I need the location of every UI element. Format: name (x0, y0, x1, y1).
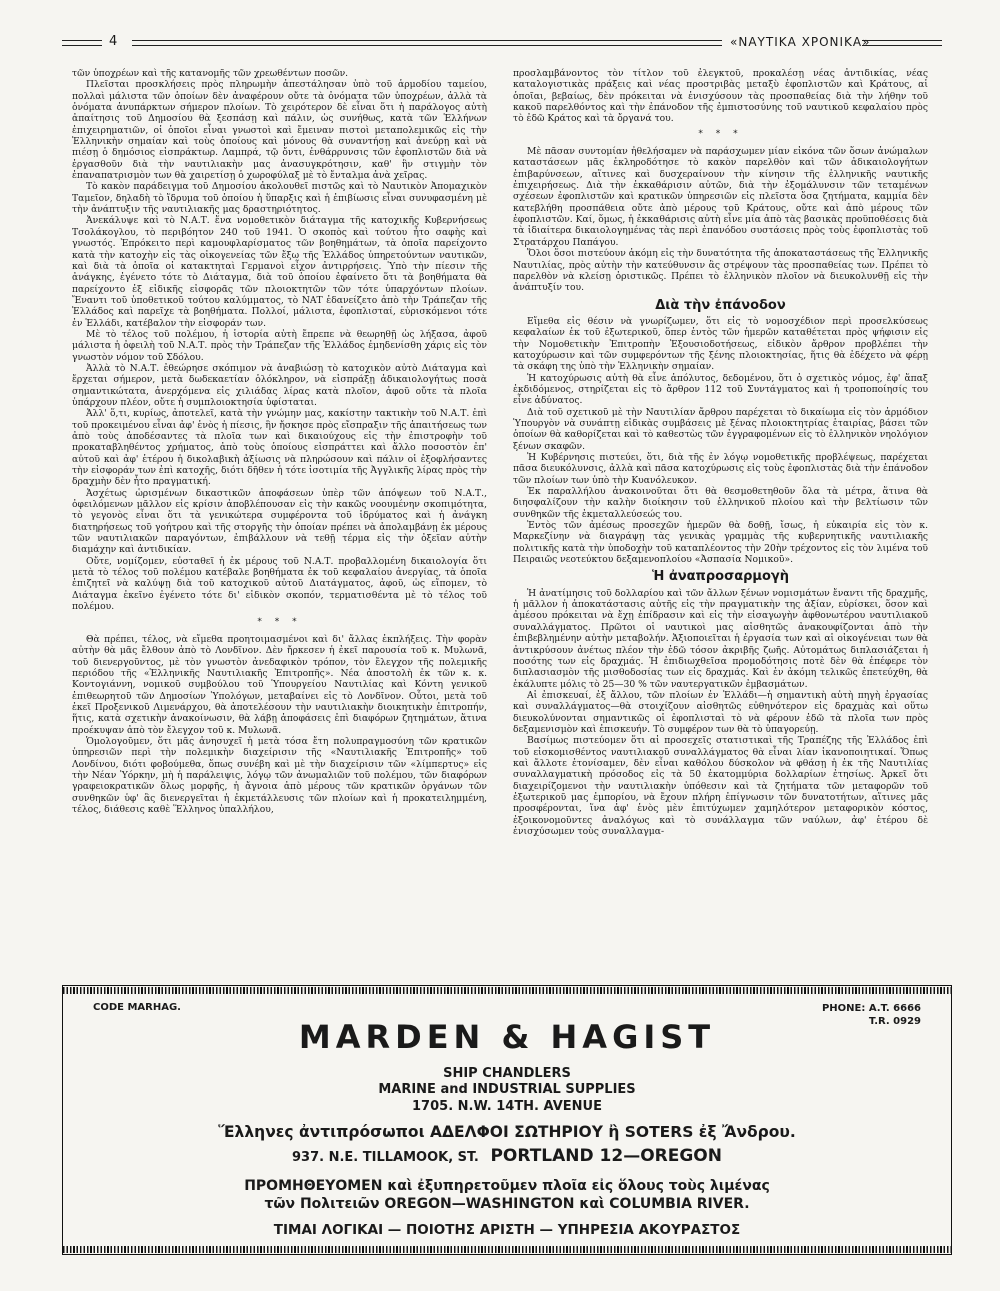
paragraph: Διὰ τοῦ σχετικοῦ μὲ τὴν Ναυτιλίαν ἄρθρου παρέχεται τὸ δικαίωμα εἰς τὸν ἁρμόδιον Ὑπουργὸν νὰ συνάπτῃ εἰδικὰς συμβάσεις μὲ ξένας πλοιοκτητρίας ἑταιρίας, βάσει τῶν ὁποίων θὰ καθορίζεται καὶ τὸ καθεστὼς τῶν ἐγγραφομένων εἰς τὸ ἑλληνικὸν νηολόγιον ξένων σκαφῶν. (513, 406, 928, 452)
right-column (513, 68, 928, 837)
paragraph: Βασίμως πιστεύομεν ὅτι αἱ προσεχεῖς στατιστικαὶ τῆς Τραπέζης τῆς Ἑλλάδος ἐπὶ τοῦ εἰσκομισθέντος ναυτιλιακοῦ συναλλάγματος θὰ εἶναι λίαν ἱκανοποιητικαί. Ὅπως καὶ ἄλλοτε ἐτονίσαμεν, δὲν εἶναι καθόλου δύσκολον νὰ φθάσῃ ἡ ἐκ τῆς Ναυτιλίας συναλλαγματικὴ πρόσοδος εἰς τὰ 50 ἑκατομμύρια δολλαρίων ἐτησίως. Ἀρκεῖ ὅτι διαχειρίζομενοι τὴν ναυτιλιακὴν ὑπόθεσιν καὶ τὰ ζητήματα τῶν μεταφορῶν τοῦ ἐξωτερικοῦ μας ἐμπορίου, νὰ ἔχουν πλήρη ἐπίγνωσιν τῶν δυνατοτήτων, αἵτινες μᾶς προσφέρονται, ἵνα ἀφ' ἑνὸς μὲν ἐπιτύχωμεν χαμηλότερον μεταφορικὸν κόστος, ἐξοικονομοῦντες ἀναλόγως καὶ τὸ συνάλλαγμα τῶν ναύλων, ἀφ' ἑτέρου δὲ ἐνισχύσωμεν τοὺς συναλλαγμα- (513, 735, 928, 837)
left-column (72, 68, 487, 815)
ad-line: ΠΡΟΜΗΘΕΥΟΜΕΝ καὶ ἐξυπηρετοῦμεν πλοῖα εἰς ὅλους τοὺς λιμένας (244, 1178, 770, 1194)
section-heading: Ἡ ἀναπροσαρμογὴ (651, 569, 790, 585)
header-rule (862, 40, 942, 46)
section-separator: * * * (698, 128, 743, 139)
advertisement-body (73, 1000, 941, 1240)
paragraph: Ἐκ παραλλήλου ἀνακοινοῦται ὅτι θὰ θεσμοθετηθοῦν ὅλα τὰ μέτρα, ἅτινα θὰ διησφαλίζουν τὴν καλὴν διοίκησιν τοῦ ἑλληνικοῦ πλοίου καὶ τὴν βελτίωσιν τῶν συνθηκῶν τῆς ἐκμεταλλεύσεώς του. (513, 486, 928, 520)
paragraph: Ἡ ἀνατίμησις τοῦ δολλαρίου καὶ τῶν ἄλλων ξένων νομισμάτων ἔναντι τῆς δραχμῆς, ἡ μᾶλλον ἡ ἀποκατάστασις αὐτῆς εἰς τὴν πραγματικὴν της ἀξίαν, εὑρίσκει, ὅσον καὶ ἀμέσου πρόκειται νὰ ἔχῃ ἐπίδρασιν καὶ εἰς τὴν εἰσαγωγὴν ἀφθονωτέρου ναυτιλιακοῦ συναλλάγματος. Πρῶτοι οἱ ναυτικοὶ μας αἰσθητῶς ἀνακουφίζονται ἀπὸ τὴν ἐπιβεβλημένην αὐτὴν μεταβολήν. Ἀξιοποιεῖται ἡ ἐργασία των καὶ αἱ οἰκογένειαι των θὰ ἀντικρύσουν ἀνέτως πλέον τὴν ἐδῶ τόσον ἀκριβῆς ζωῆς. Αὐτομάτως διπλασιάζεται ἡ ποσότης των εἰς δραχμάς. Ἡ ἐπιδιωχθεῖσα προμοδότησις ποτὲ δὲν θὰ ἐπέφερε τὸν διπλασιασμὸν τῆς μισθοδοσίας των εἰς δραχμάς. Καὶ ἐν ἀκόμη τελικῶς ἐπετεύχθη, θὰ ἐκάλυπτε μόλις τὸ 25—30 % τῶν ναυτεργατικῶν ἐμβασμάτων. (513, 587, 928, 690)
paragraph: Ἀσχέτως ὡρισμένων δικαστικῶν ἀποφάσεων ὑπὲρ τῶν ἀπόψεων τοῦ Ν.Α.Τ., ὀφειλόμενων μᾶλλον εἰς κρίσιν ἀποβλέπουσαν εἰς τὴν κακῶς νοουμένην σκοπιμότητα, τὸ γεγονὸς εἶναι ὅτι τὰ γενικώτερα συμφέροντα τοῦ ἱδρύματος καὶ ἡ ἀνάγκη διατηρήσεως τοῦ γοήτρου καὶ τῆς στοργῆς τὴν ὁποίαν πρέπει νὰ ἀπολαμβάνῃ ἐκ μέρους τῶν ναυτιλιακῶν παραγόντων, ἐπιβάλλουν νὰ τεθῇ τέρμα εἰς τὴν ὀξεῖαν αὐτὴν διαμάχην καὶ ἀντιδικίαν. (72, 487, 487, 556)
address-line (73, 1146, 941, 1166)
paragraph: Οὔτε, νομίζομεν, εὐσταθεῖ ἡ ἐκ μέρους τοῦ Ν.Α.Τ. προβαλλομένη δικαιολογία ὅτι μετὰ τὸ τέλος τοῦ πολέμου κατέβαλε βοηθήματα ἐκ τοῦ κεφαλαίου ἀνεργίας, τὰ ὁποῖα ἐπιζητεῖ νὰ καλύψῃ διὰ τοῦ κατοχικοῦ αὐτοῦ Διατάγματος, ἀφοῦ, ὡς εἴπομεν, τὸ Διάταγμα ἐκεῖνο ἐγένετο τότε δι' εἰδικὸν σκοπόν, τερματισθέντα μὲ τὸ τέλος τοῦ πολέμου. (72, 555, 487, 613)
page-header (62, 34, 942, 54)
company-name: MARDEN & HAGIST (298, 1018, 716, 1056)
header-rule (132, 40, 722, 46)
ad-line: 1705. N.W. 14TH. AVENUE (412, 1099, 602, 1114)
phone-line: T.R. 0929 (868, 1016, 921, 1027)
section-heading: Διὰ τὴν ἐπάνοδον (655, 297, 786, 313)
paragraph: Αἱ ἐπισκευαί, ἐξ ἄλλου, τῶν πλοίων ἐν Ἑλλάδι—ἡ σημαντικὴ αὐτὴ πηγὴ ἐργασίας καὶ συναλλάγματος—θὰ στοιχίζουν αἰσθητῶς εὐθηνότερον εἰς δραχμὰς καὶ οὕτω διευκολύνονται σημαντικῶς οἱ ἐφοπλισταὶ τὸ νὰ φέρουν ἐδῶ τὰ πλοῖα των πρὸς δεξαμενισμὸν καὶ ἐπισκευήν. Τὸ συμφέρον των θὰ τὸ ὑπαγορεύῃ. (513, 689, 928, 735)
paragraph: Ἡ κατοχύρωσις αὐτὴ θὰ εἶνε ἀπόλυτος, δεδομένου, ὅτι ὁ σχετικὸς νόμος, ἐφ' ἅπαξ ἐκδιδόμενος, στηρίζεται εἰς τὸ ἄρθρον 112 τοῦ Συντάγματος καὶ ἡ τροποποίησίς του εἶνε ἀδύνατος. (513, 372, 928, 407)
publication-title: «ΝΑΥΤΙΚΑ ΧΡΟΝΙΚΑ» (730, 35, 871, 49)
telegraph-code: CODE MARHAG. (93, 1002, 181, 1013)
page-number: 4 (109, 34, 118, 49)
paragraph: Ἀλλ' ὅ,τι, κυρίως, ἀποτελεῖ, κατὰ τὴν γνώμην μας, κακίστην τακτικὴν τοῦ Ν.Α.Τ. ἐπὶ τοῦ προκειμένου εἶναι ἀφ' ἑνὸς ἡ πίεσις, ἣν ἤσκησε πρὸς εἴσπραξιν τῆς ἀπαιτήσεως των ἀπὸ τοὺς ἀποδέσαντες τὰ πλοῖα των καὶ δικαιούχους εἰς τὴν ἐπιστροφὴν τοῦ προκαταβληθέντος χρήματος, ἀπὸ τοὺς ὁποίους εἰσπράττει καὶ ἄλλο ποσοστὸν ἐπ' αὐτοῦ καὶ ἀφ' ἑτέρου ἡ δικολαβικὴ ἀξίωσις νὰ πληρώσουν καὶ πάλιν οἱ ἐξοφλήσαντες τὴν εἰσφοράν των ἐπὶ κατοχῆς, διότι δῆθεν ἡ τότε ἰσοτιμία τῆς Ἀγγλικῆς λίρας πρὸς τὴν δραχμὴν δὲν ἦτο πραγματική. (72, 408, 487, 488)
ad-line: MARINE and INDUSTRIAL SUPPLIES (378, 1082, 636, 1097)
street-address: 937. N.E. TILLAMOOK, ST. (292, 1150, 479, 1165)
paragraph: Ἀλλὰ τὸ Ν.Α.Τ. ἐθεώρησε σκόπιμον νὰ ἀναβιώσῃ τὸ κατοχικὸν αὐτὸ Διάταγμα καὶ ἔρχεται σήμερον, μετὰ δωδεκαετίαν ὁλόκληρον, νὰ εἰσπράξῃ ἀδικαιολογήτως ποσὰ σημαντικώτατα, ἀνερχόμενα εἰς χιλιάδας λίρας κατὰ πλοῖον, ἀφοῦ οὔτε τὰ πλοῖα ὑπάρχουν πλέον, οὔτε ἡ συμπλοιοκτησία ὑφίσταται. (72, 362, 487, 408)
ad-line: SHIP CHANDLERS (443, 1066, 571, 1081)
border-stripe (63, 1246, 951, 1253)
paragraph: Μὲ πᾶσαν συντομίαν ἠθελήσαμεν νὰ παράσχωμεν μίαν εἰκόνα τῶν ὅσων ἀνώμαλων καταστάσεων μᾶς ἐκληροδότησε τὸ κακὸν παρελθὸν καὶ τῶν ἀδικαιολογήτων ἐπιβαρύνσεων, αἵτινες καὶ δυσχεραίνουν τὴν κίνησιν τῆς ἑλληνικῆς ναυτικῆς ἐπιχειρήσεως. Διὰ τὴν ἐκκαθάρισιν αὐτῶν, διὰ τὴν ἐξομάλυνσιν τῶν τεταμένων σχέσεων ἐφοπλιστῶν καὶ κρατικῶν ὑπηρεσιῶν εἰς πλεῖστα ὅσα ζητήματα, καμμία δὲν κατεβλήθη προσπάθεια οὔτε ἀπὸ μέρους τοῦ Κράτους, οὔτε καὶ ἀπὸ μέρους τῶν ἐφοπλιστῶν. Καί, ὅμως, ἡ ἐκκαθάρισις αὐτὴ εἶνε μία ἀπὸ τὰς βασικὰς προϋποθέσεις διὰ τὰ ἰδιαίτερα δικαιολογημένας τὰς περὶ ἐπανόδου συστάσεις πρὸς τοὺς ἐφοπλιστὰς τοῦ Στρατάρχου Παπάγου. (513, 146, 928, 248)
ad-line: Ἕλληνες ἀντιπρόσωποι ΑΔΕΛΦΟΙ ΣΩΤΗΡΙΟΥ ἢ SOTERS ἐξ Ἄνδρου. (218, 1123, 796, 1141)
paragraph: Τὸ κακὸν παράδειγμα τοῦ Δημοσίου ἀκολουθεῖ πιστῶς καὶ τὸ Ναυτικὸν Ἀπομαχικὸν Ταμεῖον, δηλαδὴ τὸ ἵδρυμα τοῦ ὁποίου ἡ ὕπαρξις καὶ ἡ ἐπιβίωσις εἶναι συνυφασμένη μὲ τὴν ἀνάπτυξιν τῆς ναυτιλιακῆς μας δραστηριότητος. (72, 181, 487, 216)
paragraph: Εἴμεθα εἰς θέσιν νὰ γνωρίζωμεν, ὅτι εἰς τὸ νομοσχέδιον περὶ προσελκύσεως κεφαλαίων ἐκ τοῦ ἐξωτερικοῦ, ὅπερ ἐντὸς τῶν ἡμερῶν καταθέτεται πρὸς ψήφισιν εἰς τὴν Νομοθετικὴν Ἐπιτροπὴν Ἐξουσιοδοτήσεως, εἰδικὸν ἄρθρον προβλέπει τὴν κατοχύρωσιν καὶ τῶν συμφερόντων τῆς ξένης πλοιοκτησίας, ἥτις θὰ ἐδέχετο νὰ φέρῃ τὰ σκάφη της ὑπὸ τὴν Ἑλληνικὴν σημαίαν. (513, 315, 928, 373)
paragraph: Μὲ τὸ τέλος τοῦ πολέμου, ἡ ἱστορία αὐτὴ ἔπρεπε νὰ θεωρηθῇ ὡς λήξασα, ἀφοῦ μάλιστα ἡ ὀφειλὴ τοῦ Ν.Α.Τ. πρὸς τὴν Τράπεζαν τῆς Ἑλλάδος ἐμηδενίσθη χάρις εἰς τὸν γνωστὸν νόμον τοῦ Σδόλου. (72, 328, 487, 363)
section-separator: * * * (257, 616, 302, 627)
border-stripe (63, 987, 951, 994)
paragraph: Θὰ πρέπει, τέλος, νὰ εἴμεθα προητοιμασμένοι καὶ δι' ἄλλας ἐκπλήξεις. Τὴν φορὰν αὐτὴν θὰ μᾶς ἔλθουν ἀπὸ τὸ Λονδῖνον. Δὲν ἤρκεσεν ἡ ἐκεῖ παρουσία τοῦ κ. Μυλωνᾶ, τοῦ διενεργοῦντος, μὲ τὸν γνωστὸν ἀνεδαφικὸν τρόπον, τὸν ἔλεγχον τῆς πολεμικῆς περιόδου τῆς «Ἑλληνικῆς Ναυτιλιακῆς Ἐπιτροπῆς». Νέα ἀποστολὴ ἐκ τῶν κ. κ. Κοντογιάννη, νομικοῦ συμβούλου τοῦ Ὑπουργείου Ναυτιλίας καὶ Κόντη γενικοῦ ἐπιθεωρητοῦ τῶν Δημοσίων Ὑπολόγων, μεταβαίνει εἰς τὸ Λονδῖνον. Οὗτοι, μετὰ τοῦ ἐκεῖ Προξενικοῦ Λιμενάρχου, θὰ ἀποτελέσουν τὴν ναυτιλιακὴν διοικητικὴν ἐπιτροπήν, ἥτις, κατὰ σχετικὴν ἀνακοίνωσιν, θὰ λάβῃ ἀποφάσεις ἐπὶ διαφόρων ζητημάτων, ἅτινα προέκυψαν ἀπὸ τὸν ἔλεγχον τοῦ κ. Μυλωνᾶ. (72, 633, 487, 736)
paragraph: Ἐντὸς τῶν ἀμέσως προσεχῶν ἡμερῶν θὰ δοθῇ, ἴσως, ἡ εὐκαιρία εἰς τὸν κ. Μαρκεζίνην νὰ διαγράψῃ τὰς γενικὰς γραμμὰς τῆς κυβερνητικῆς ναυτιλιακῆς πολιτικῆς κατὰ τὴν ὑποδοχὴν τοῦ καταπλέοντος τὴν 20ὴν τρέχοντος εἰς τὸν λιμένα τοῦ Πειραιῶς νεοτεύκτου δεξαμενοπλοίου «Ἀσπασία Νομικοῦ». (513, 520, 928, 566)
paragraph: Ὁμολογοῦμεν, ὅτι μᾶς ἀνησυχεῖ ἡ μετὰ τόσα ἔτη πολυπραγμοσύνη τῶν κρατικῶν ὑπηρεσιῶν περὶ τὴν πολεμικὴν διαχείρισιν τῆς «Ναυτιλιακῆς Ἐπιτροπῆς» τοῦ Λονδίνου, διότι φοβούμεθα, ὅπως συνέβη καὶ μὲ τὴν διαχείρισιν τῶν «λίμπερτυς» εἰς τὴν Νέαν Ὑόρκην, μὴ ἡ παράλειψις, λόγῳ τῶν ἀνωμαλιῶν τοῦ πολέμου, τῶν διαφόρων γραφειοκρατικῶν ὅλως μορφῆς, ἡ ἄγνοια ἀπὸ μέρους τῶν κρατικῶν ὀργάνων τῶν συνθηκῶν ὑφ' ἃς διενεργεῖται ἡ ἐκμετάλλευσις τῶν πλοίων καὶ ἡ προκατειλημμένη, τέλος, διάθεσις καθὲ Ἕλληνος ὑπαλλήλου, (72, 735, 487, 815)
paragraph: Ἡ Κυβέρνησις πιστεύει, ὅτι, διὰ τῆς ἐν λόγῳ νομοθετικῆς προβλέψεως, παρέχεται πᾶσα διευκόλυνσις, ἀλλὰ καὶ πᾶσα κατοχύρωσις εἰς τοὺς ἐφοπλιστὰς διὰ τὴν ἐπάνοδον τῶν πλοίων των ὑπὸ τὴν Κυανόλευκον. (513, 452, 928, 486)
paragraph: Ἀνεκάλυψε καὶ τὸ Ν.Α.Τ. ἕνα νομοθετικὸν διάταγμα τῆς κατοχικῆς Κυβερνήσεως Τσολάκογλου, τὸ περιβόητον 240 τοῦ 1941. Ὁ σκοπὸς καὶ τούτου ἦτο σαφὴς καὶ γνωστός. Ἐπρόκειτο περὶ καμουφλαρίσματος τῶν βοηθημάτων, τὰ ὁποῖα παρείχοντο κατὰ τὴν κατοχὴν εἰς τὰς οἰκογενείας τῶν ἔξω τῆς Ἑλλάδος ὑπηρετούντων ναυτικῶν, καὶ διὰ τὰ ὁποῖα οἱ κατακτηταὶ Γερμανοὶ εἶχον ἀντιρρήσεις. Ὑπὸ τὴν πίεσιν τῆς ἀνάγκης, ἐγένετο τότε τὸ Διάταγμα, διὰ τοῦ ὁποίου ἐφαίνετο ὅτι τὰ βοηθήματα θὰ παρείχοντο ἐξ εἰδικῆς εἰσφορᾶς τῶν πλοιοκτητῶν τῶν τότε ὑπαρχόντων πλοίων. Ἔναντι τοῦ ὑποθετικοῦ τούτου καλύμματος, τὸ ΝΑΤ ἐδανείζετο ἀπὸ τὴν Τράπεζαν τῆς Ἑλλάδος καὶ παρεῖχε τὰ βοηθήματα. Πολλοί, μάλιστα, ἐφοπλισταί, εὑρισκόμενοι τότε ἐν Ἑλλάδι, κατέβαλον τὴν εἰσφοράν των. (72, 215, 487, 329)
ad-line: τῶν Πολιτειῶν OREGON—WASHINGTON καὶ COLUMBIA RIVER. (264, 1196, 750, 1212)
paragraph: Πλεῖσται προσκλήσεις πρὸς πληρωμὴν ἀπεστάλησαν ὑπὸ τοῦ ἁρμοδίου ταμείου, πολλαὶ μάλιστα τῶν ὁποίων δὲν ἀναφέρουν οὔτε τὰ ὀνόματα τῶν ὑποχρέων, ἀλλὰ τὰ ὀνόματα ἀνυπάρκτων σήμερον πλοίων. Τὸ χειρότερον δὲ εἶναι ὅτι ἡ παράλογος αὐτὴ ἀπαίτησις τοῦ Δημοσίου θὰ ξεσπάσῃ καὶ πάλιν, ὡς συνήθως, κατὰ τῶν Ἑλλήνων ἐπιχειρηματιῶν, οἱ ὁποῖοι εἶναι γνωστοὶ καὶ ἔμειναν πιστοὶ μεταπολεμικῶς εἰς τὴν Ἑλληνικὴν σημαίαν καὶ τοὺς ὁποίους καὶ μόνους θὰ συναντήσῃ καὶ ἀνεύρῃ καὶ νὰ πιέσῃ ὁ δημόσιος εἰσπράκτωρ. Λαμπρά, τῷ ὄντι, ἐνθάρρυνσις τῶν ἐφοπλιστῶν διὰ νὰ ἐργασθοῦν διὰ τὴν ναυτιλιακὴν μας ἀνασυγκρότησιν, καθ' ἣν στιγμὴν τὸν ἐπαναπατρισμὸν των θὰ χαιρετίσῃ ὁ χωροφύλαξ μὲ τὸ ἔνταλμα ἀνὰ χεῖρας. (72, 79, 487, 182)
advertisement (62, 985, 952, 1255)
paragraph: προσλαμβάνοντος τὸν τίτλον τοῦ ἐλεγκτοῦ, προκαλέσῃ νέας ἀντιδικίας, νέας καταλογιστικὰς πράξεις καὶ νέας προστριβὰς μεταξὺ ἐφοπλιστῶν καὶ Κράτους, αἱ ὁποῖαι, βεβαίως, δὲν πρόκειται νὰ ἐνισχύσουν τὰς προσπαθείας διὰ τὴν λήθην τοῦ κακοῦ παρελθόντος καὶ τὴν ἐπάνοδον τῆς ἐμπιστοσύνης τοῦ ναυτικοῦ κεφαλαίου πρὸς τὸ ἐδῶ Κράτος καὶ τὰ ὄργανά του. (513, 68, 928, 125)
paragraph: τῶν ὑποχρέων καὶ τῆς κατανομῆς τῶν χρεωθέντων ποσῶν. (72, 68, 349, 79)
city-address: PORTLAND 12—OREGON (490, 1146, 722, 1166)
paragraph: Ὅλοι ὅσοι πιστεύουν ἀκόμη εἰς τὴν δυνατότητα τῆς ἀποκαταστάσεως τῆς Ἑλληνικῆς Ναυτιλίας, πρὸς αὐτὴν τὴν κατεύθυνσιν ἂς στρέψουν τὰς προσπαθείας των. Πρέπει τὸ παρελθὸν νὰ κλείσῃ ὁριστικῶς. Πρέπει τὸ ἑλληνικὸν πλοῖον νὰ διευκολυνθῇ εἰς τὴν ἀνάπτυξίν του. (513, 248, 928, 294)
header-rule (62, 40, 102, 46)
phone-line: PHONE: A.T. 6666 (821, 1003, 921, 1014)
ad-line: ΤΙΜΑΙ ΛΟΓΙΚΑΙ — ΠΟΙΟΤΗΣ ΑΡΙΣΤΗ — ΥΠΗΡΕΣΙΑ ΑΚΟΥΡΑΣΤΟΣ (273, 1222, 741, 1238)
